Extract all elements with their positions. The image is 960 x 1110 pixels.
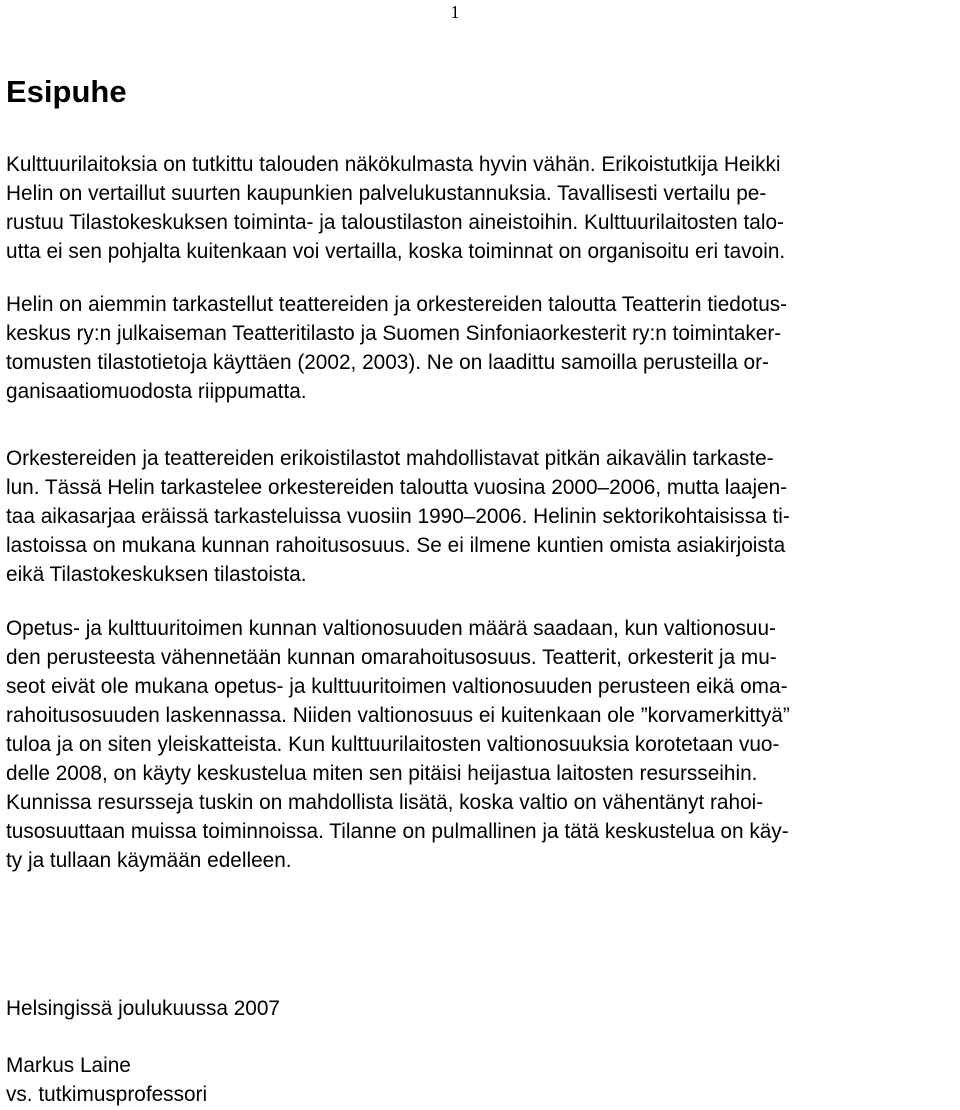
text-line: tomusten tilastotietoja käyttäen (2002, 2003). Ne on laadittu samoilla perusteilla or- (6, 351, 769, 374)
text-line: tusosuuttaan muissa toiminnoissa. Tilanne on pulmallinen ja tätä keskustelua on käy- (6, 820, 789, 843)
paragraph-statistics (6, 444, 950, 589)
signature-name: Markus Laine (6, 1054, 131, 1077)
text-line: taa aikasarjaa eräissä tarkasteluissa vuosiin 1990–2006. Helinin sektorikohtaisissa ti- (6, 505, 790, 528)
signature-role: vs. tutkimusprofessori (6, 1083, 208, 1106)
text-line: lun. Tässä Helin tarkastelee orkestereiden taloutta vuosina 2000–2006, mutta laajen- (6, 476, 788, 499)
text-line: rahoitusosuuden laskennassa. Niiden valtionosuus ei kuitenkaan ole ”korvamerkittyä” (6, 704, 790, 727)
text-line: ty ja tullaan käymään edelleen. (6, 849, 292, 872)
text-line: utta ei sen pohjalta kuitenkaan voi vertailla, koska toiminnat on organisoitu eri tavoin. (6, 240, 786, 263)
page-title: Esipuhe (6, 74, 127, 109)
text-line: seot eivät ole mukana opetus- ja kulttuuritoimen valtionosuuden perusteen eikä oma- (6, 675, 788, 698)
text-line: delle 2008, on käyty keskustelua miten sen pitäisi heijastua laitosten resursseihin. (6, 762, 758, 785)
text-line: rustuu Tilastokeskuksen toiminta- ja taloustilaston aineistoihin. Kulttuurilaitosten talo- (6, 211, 784, 234)
text-line: lastoissa on mukana kunnan rahoitusosuus. Se ei ilmene kuntien omista asiakirjoista (6, 534, 786, 557)
text-line: Helin on aiemmin tarkastellut teattereiden ja orkestereiden taloutta Teatterin tiedotus- (6, 293, 788, 316)
text-line: ganisaatiomuodosta riippumatta. (6, 380, 307, 403)
text-line: Kunnissa resursseja tuskin on mahdollista lisätä, koska valtio on vähentänyt rahoi- (6, 791, 764, 814)
text-line: den perusteesta vähennetään kunnan omarahoitusosuus. Teatterit, orkesterit ja mu- (6, 646, 777, 669)
text-line: Opetus- ja kulttuuritoimen kunnan valtionosuuden määrä saadaan, kun valtionosuu- (6, 617, 776, 640)
paragraph-previous-research (6, 290, 950, 406)
text-line: Orkestereiden ja teattereiden erikoistilastot mahdollistavat pitkän aikavälin tarkaste- (6, 447, 774, 470)
paragraph-intro (6, 150, 950, 266)
text-line: eikä Tilastokeskuksen tilastoista. (6, 563, 307, 586)
text-line: tuloa ja on siten yleiskatteista. Kun kulttuurilaitosten valtionosuuksia korotetaan vuo- (6, 733, 780, 756)
page-number: 1 (450, 2, 460, 22)
text-line: Kulttuurilaitoksia on tutkittu talouden näkökulmasta hyvin vähän. Erikoistutkija Heikki (6, 153, 781, 176)
text-line: Helin on vertaillut suurten kaupunkien palvelukustannuksia. Tavallisesti vertailu pe- (6, 182, 767, 205)
paragraph-state-funding (6, 614, 950, 875)
text-line: keskus ry:n julkaiseman Teatteritilasto ja Suomen Sinfoniaorkesterit ry:n toimintaker- (6, 322, 782, 345)
signature-place-date: Helsingissä joulukuussa 2007 (6, 997, 280, 1020)
